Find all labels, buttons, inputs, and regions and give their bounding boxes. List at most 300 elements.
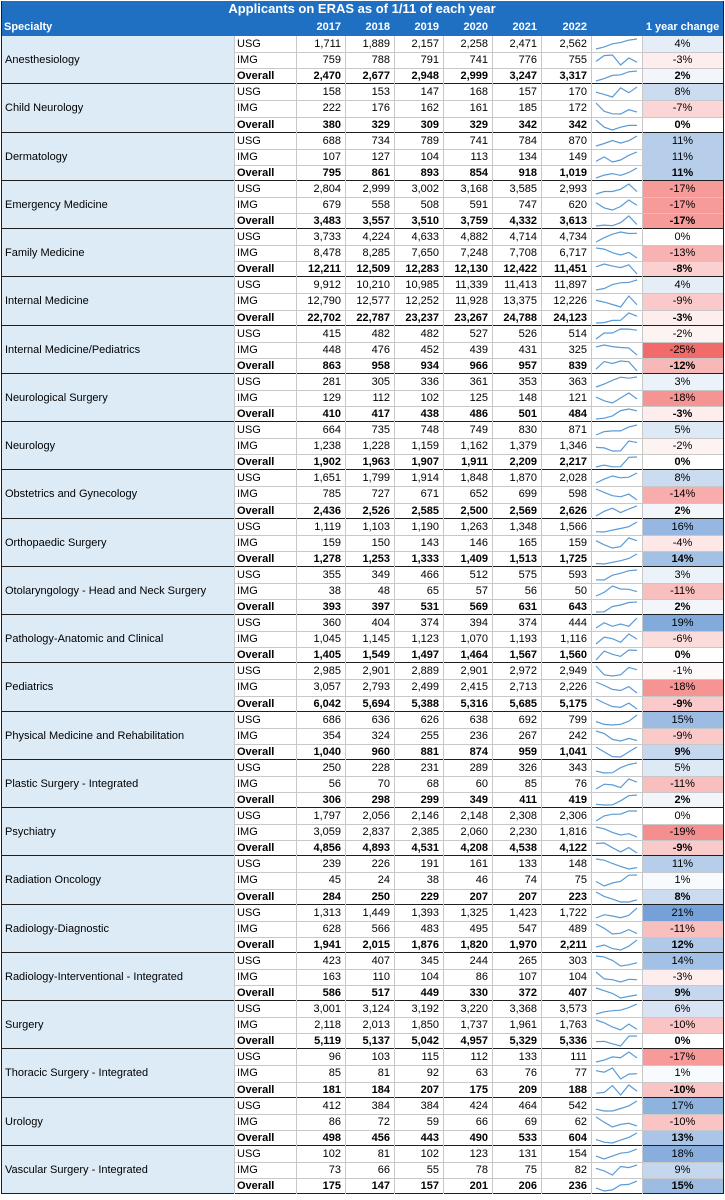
value-cell: 671 <box>420 488 439 500</box>
value-cell: 788 <box>371 54 390 66</box>
change-cell: 16% <box>642 519 723 535</box>
value-cell: 63 <box>475 1067 488 1079</box>
value-cell: 3,059 <box>313 826 341 838</box>
value-cell: 11,928 <box>455 295 488 307</box>
sparkline <box>591 1178 642 1194</box>
value-cell: 2,901 <box>460 665 488 677</box>
value-cell: 512 <box>469 569 488 581</box>
value-cell: 2,056 <box>362 810 390 822</box>
value-cell: 2,793 <box>362 681 390 693</box>
sparkline-series <box>596 136 637 146</box>
sparkline-series <box>596 956 637 966</box>
value-cell: 2,562 <box>559 38 587 50</box>
sparkline-series <box>596 184 637 194</box>
value-cell: 12,509 <box>356 263 390 275</box>
sparkline <box>591 374 642 390</box>
value-cell: 305 <box>371 376 390 388</box>
value-cell: 12,283 <box>405 263 439 275</box>
sparkline-series <box>596 103 637 114</box>
sparkline-series <box>596 843 637 853</box>
change-cell: -13% <box>642 245 723 261</box>
value-cell: 411 <box>519 794 537 806</box>
sparkline <box>591 905 642 921</box>
group-label: USG <box>237 38 261 50</box>
sparkline-series <box>596 908 637 918</box>
sparkline <box>591 776 642 792</box>
sparkline-series <box>596 280 637 290</box>
specialty-name: Neurology <box>1 422 234 470</box>
value-cell: 4,538 <box>509 842 537 854</box>
group-label: USG <box>237 1003 261 1015</box>
value-cell: 206 <box>518 1180 537 1192</box>
value-cell: 1,313 <box>313 907 341 919</box>
value-cell: 2,972 <box>509 665 537 677</box>
group-label: IMG <box>237 1116 258 1128</box>
value-cell: 2,471 <box>509 38 537 50</box>
sparkline <box>591 519 642 535</box>
column-header-trend <box>591 19 642 36</box>
value-cell: 1,159 <box>411 440 439 452</box>
sparkline-series <box>596 1068 637 1079</box>
sparkline <box>591 792 642 808</box>
value-cell: 3,001 <box>313 1003 341 1015</box>
value-cell: 74 <box>524 874 537 886</box>
specialty-name: Pediatrics <box>1 663 234 712</box>
row-divider <box>234 197 723 198</box>
group-label: Overall <box>237 746 275 758</box>
value-cell: 407 <box>568 987 587 999</box>
sparkline <box>591 438 642 454</box>
value-cell: 148 <box>568 858 587 870</box>
row-divider <box>234 599 723 600</box>
value-cell: 7,650 <box>411 247 439 259</box>
sparkline <box>591 197 642 213</box>
value-cell: 13,375 <box>503 295 537 307</box>
value-cell: 1,263 <box>460 521 488 533</box>
value-cell: 11,451 <box>553 263 587 275</box>
value-cell: 96 <box>328 1051 341 1063</box>
value-cell: 5,694 <box>362 698 390 710</box>
value-cell: 397 <box>371 601 390 613</box>
value-cell: 482 <box>420 328 439 340</box>
group-label: Overall <box>237 215 275 227</box>
value-cell: 157 <box>420 1180 439 1192</box>
value-cell: 586 <box>322 987 341 999</box>
value-cell: 226 <box>371 858 390 870</box>
change-cell: -19% <box>642 824 723 840</box>
group-label: IMG <box>237 488 258 500</box>
value-cell: 111 <box>570 1051 587 1063</box>
group-label: Overall <box>237 1084 275 1096</box>
row-divider <box>234 149 723 150</box>
change-cell: -11% <box>642 583 723 599</box>
sparkline-series <box>596 940 637 950</box>
specialty-name: Physical Medicine and Rehabilitation <box>1 712 234 760</box>
value-cell: 2,526 <box>362 505 390 517</box>
value-cell: 1,119 <box>314 521 341 533</box>
value-cell: 102 <box>420 392 439 404</box>
value-cell: 170 <box>568 86 587 98</box>
row-divider <box>234 1033 723 1034</box>
change-cell: 3% <box>642 374 723 390</box>
change-cell: -14% <box>642 486 723 503</box>
specialty-name: Radiology-Interventional - Integrated <box>1 953 234 1001</box>
value-cell: 2,949 <box>559 665 587 677</box>
value-cell: 159 <box>322 537 341 549</box>
sparkline <box>591 406 642 422</box>
value-cell: 127 <box>371 151 390 163</box>
value-cell: 306 <box>322 794 341 806</box>
sparkline <box>591 486 642 503</box>
sparkline-series <box>596 409 637 419</box>
value-cell: 542 <box>568 1100 587 1112</box>
value-cell: 207 <box>420 1084 439 1096</box>
value-cell: 201 <box>469 1180 488 1192</box>
value-cell: 60 <box>475 778 488 790</box>
group-label: Overall <box>237 1132 275 1144</box>
change-cell: -10% <box>642 1017 723 1033</box>
value-cell: 2,585 <box>411 505 439 517</box>
value-cell: 734 <box>371 135 390 147</box>
value-cell: 162 <box>420 102 439 114</box>
row-divider <box>234 535 723 536</box>
value-cell: 77 <box>574 1067 587 1079</box>
value-cell: 68 <box>426 778 439 790</box>
row-divider <box>234 342 723 343</box>
sparkline-series <box>596 55 637 65</box>
change-cell: -9% <box>642 696 723 712</box>
value-cell: 508 <box>420 199 439 211</box>
value-cell: 1,799 <box>362 472 390 484</box>
value-cell: 854 <box>469 167 488 179</box>
value-cell: 495 <box>469 923 488 935</box>
sparkline-series <box>596 264 637 274</box>
value-cell: 2,948 <box>411 70 439 82</box>
specialty-name: Urology <box>1 1098 234 1146</box>
value-cell: 231 <box>420 762 439 774</box>
value-cell: 2,148 <box>460 810 488 822</box>
value-cell: 1,816 <box>559 826 587 838</box>
value-cell: 2,999 <box>362 183 390 195</box>
group-label: IMG <box>237 874 258 886</box>
sparkline-series <box>596 1020 637 1030</box>
value-cell: 163 <box>322 971 341 983</box>
value-cell: 3,733 <box>313 231 341 243</box>
value-cell: 1,963 <box>362 456 390 468</box>
sparkline <box>591 647 642 663</box>
sparkline <box>591 36 642 52</box>
change-cell: 12% <box>642 937 723 953</box>
value-cell: 3,759 <box>460 215 488 227</box>
value-cell: 2,889 <box>411 665 439 677</box>
change-cell: -17% <box>642 1049 723 1065</box>
value-cell: 5,042 <box>411 1035 439 1047</box>
change-cell: 2% <box>642 599 723 615</box>
value-cell: 244 <box>469 955 488 967</box>
value-cell: 236 <box>469 730 488 742</box>
change-cell: 0% <box>642 647 723 663</box>
row-divider <box>234 776 723 777</box>
value-cell: 626 <box>420 714 439 726</box>
group-label: IMG <box>237 778 258 790</box>
row-divider <box>234 679 723 680</box>
value-cell: 46 <box>475 874 488 886</box>
value-cell: 692 <box>518 714 537 726</box>
change-cell: 13% <box>642 1130 723 1146</box>
value-cell: 2,226 <box>559 681 587 693</box>
sparkline-series <box>596 522 637 532</box>
value-cell: 417 <box>371 408 390 420</box>
value-cell: 874 <box>469 746 488 758</box>
sparkline <box>591 181 642 197</box>
sparkline-series <box>596 1117 637 1127</box>
value-cell: 222 <box>322 102 341 114</box>
value-cell: 133 <box>518 858 537 870</box>
value-cell: 104 <box>420 151 439 163</box>
change-cell: 0% <box>642 808 723 824</box>
value-cell: 330 <box>469 987 488 999</box>
change-cell: 14% <box>642 953 723 969</box>
value-cell: 157 <box>518 86 537 98</box>
column-header-2018: 2018 <box>345 19 394 36</box>
group-label: Overall <box>237 70 275 82</box>
value-cell: 1,019 <box>559 167 587 179</box>
group-label: USG <box>237 1051 261 1063</box>
sparkline-series <box>596 747 637 757</box>
value-cell: 56 <box>524 585 537 597</box>
row-divider <box>234 840 723 841</box>
value-cell: 747 <box>518 199 537 211</box>
change-cell: -18% <box>642 679 723 696</box>
value-cell: 456 <box>371 1132 390 1144</box>
value-cell: 489 <box>568 923 587 935</box>
change-cell: -17% <box>642 181 723 197</box>
value-cell: 363 <box>568 376 587 388</box>
sparkline-series <box>596 586 637 596</box>
value-cell: 8,478 <box>313 247 341 259</box>
value-cell: 76 <box>524 1067 537 1079</box>
sparkline <box>591 1033 642 1049</box>
value-cell: 4,957 <box>460 1035 488 1047</box>
value-cell: 1,902 <box>313 456 341 468</box>
value-cell: 5,137 <box>362 1035 390 1047</box>
value-cell: 839 <box>568 360 587 372</box>
specialty-name: Radiation Oncology <box>1 856 234 905</box>
value-cell: 66 <box>377 1164 390 1176</box>
value-cell: 229 <box>420 891 439 903</box>
change-cell: 2% <box>642 792 723 808</box>
value-cell: 161 <box>469 858 488 870</box>
value-cell: 4,531 <box>411 842 439 854</box>
value-cell: 24 <box>377 874 390 886</box>
value-cell: 184 <box>371 1084 390 1096</box>
sparkline-series <box>596 441 637 451</box>
value-cell: 12,577 <box>356 295 390 307</box>
value-cell: 107 <box>518 971 537 983</box>
specialty-name: Anesthesiology <box>1 36 234 84</box>
value-cell: 604 <box>568 1132 587 1144</box>
value-cell: 1,348 <box>509 521 537 533</box>
value-cell: 3,613 <box>559 215 587 227</box>
value-cell: 45 <box>328 874 341 886</box>
value-cell: 374 <box>518 617 537 629</box>
row-divider <box>234 406 723 407</box>
sparkline <box>591 117 642 133</box>
row-divider <box>234 792 723 793</box>
value-cell: 3,220 <box>460 1003 488 1015</box>
value-cell: 1,041 <box>559 746 587 758</box>
column-header-2019: 2019 <box>394 19 443 36</box>
group-label: USG <box>237 665 261 677</box>
value-cell: 112 <box>470 1051 488 1063</box>
value-cell: 636 <box>371 714 390 726</box>
sparkline <box>591 470 642 486</box>
value-cell: 255 <box>420 730 439 742</box>
value-cell: 1,405 <box>313 649 341 661</box>
value-cell: 575 <box>518 569 537 581</box>
sparkline-series <box>596 168 637 178</box>
value-cell: 918 <box>518 167 537 179</box>
value-cell: 265 <box>518 955 537 967</box>
value-cell: 374 <box>420 617 439 629</box>
sparkline <box>591 52 642 68</box>
value-cell: 2,230 <box>509 826 537 838</box>
sparkline <box>591 599 642 615</box>
group-label: IMG <box>237 151 258 163</box>
change-cell: 11% <box>642 133 723 149</box>
value-cell: 1,497 <box>411 649 439 661</box>
sparkline-series <box>596 87 637 97</box>
value-cell: 558 <box>371 199 390 211</box>
group-label: Overall <box>237 1180 275 1192</box>
value-cell: 239 <box>322 858 341 870</box>
sparkline-series <box>596 489 637 500</box>
value-cell: 4,633 <box>411 231 439 243</box>
change-cell: -9% <box>642 840 723 856</box>
sparkline-series <box>596 1004 637 1014</box>
value-cell: 4,893 <box>362 842 390 854</box>
value-cell: 5,336 <box>559 1035 587 1047</box>
sparkline-series <box>596 924 637 934</box>
row-divider <box>234 165 723 166</box>
specialty-name: Internal Medicine <box>1 277 234 326</box>
value-cell: 5,388 <box>411 698 439 710</box>
value-cell: 566 <box>371 923 390 935</box>
group-label: IMG <box>237 247 258 259</box>
value-cell: 154 <box>568 1148 587 1160</box>
group-label: IMG <box>237 1164 258 1176</box>
value-cell: 1,070 <box>460 633 488 645</box>
group-label: USG <box>237 279 261 291</box>
group-label: Overall <box>237 939 275 951</box>
sparkline <box>591 422 642 438</box>
value-cell: 102 <box>420 1148 439 1160</box>
value-cell: 517 <box>371 987 390 999</box>
sparkline <box>591 567 642 583</box>
value-cell: 12,422 <box>503 263 537 275</box>
column-divider <box>345 36 346 1194</box>
value-cell: 207 <box>469 891 488 903</box>
value-cell: 50 <box>574 585 587 597</box>
value-cell: 110 <box>372 971 390 983</box>
group-label: USG <box>237 328 261 340</box>
value-cell: 531 <box>420 601 439 613</box>
value-cell: 527 <box>469 328 488 340</box>
value-cell: 1,238 <box>313 440 341 452</box>
value-cell: 755 <box>568 54 587 66</box>
value-cell: 24,123 <box>553 312 587 324</box>
group-label: USG <box>237 810 261 822</box>
value-cell: 2,901 <box>362 665 390 677</box>
group-label: USG <box>237 183 261 195</box>
sparkline-series <box>596 1149 637 1159</box>
sparkline-series <box>596 232 637 242</box>
value-cell: 1,722 <box>559 907 587 919</box>
sparkline <box>591 1082 642 1098</box>
change-cell: 8% <box>642 470 723 486</box>
value-cell: 175 <box>469 1084 488 1096</box>
value-cell: 2,569 <box>509 505 537 517</box>
sparkline <box>591 1065 642 1082</box>
value-cell: 3,483 <box>313 215 341 227</box>
value-cell: 22,702 <box>307 312 341 324</box>
value-cell: 86 <box>328 1116 341 1128</box>
row-divider <box>234 551 723 552</box>
value-cell: 2,713 <box>509 681 537 693</box>
change-cell: -2% <box>642 438 723 454</box>
sparkline <box>591 889 642 905</box>
value-cell: 5,119 <box>314 1035 341 1047</box>
value-cell: 2,500 <box>460 505 488 517</box>
value-cell: 1,193 <box>509 633 537 645</box>
row-divider <box>234 1114 723 1115</box>
change-cell: -17% <box>642 213 723 229</box>
value-cell: 1,045 <box>313 633 341 645</box>
value-cell: 569 <box>469 601 488 613</box>
value-cell: 104 <box>420 971 439 983</box>
specialty-name: Thoracic Surgery - Integrated <box>1 1049 234 1098</box>
value-cell: 483 <box>420 923 439 935</box>
sparkline-series <box>596 1181 637 1191</box>
group-label: Overall <box>237 553 275 565</box>
value-cell: 158 <box>322 86 341 98</box>
value-cell: 12,211 <box>307 263 341 275</box>
sparkline <box>591 1114 642 1130</box>
value-cell: 439 <box>469 344 488 356</box>
group-label: Overall <box>237 794 275 806</box>
column-header-group <box>234 19 296 36</box>
value-cell: 23,237 <box>405 312 439 324</box>
value-cell: 1,278 <box>313 553 341 565</box>
value-cell: 4,122 <box>559 842 587 854</box>
group-label: IMG <box>237 440 258 452</box>
column-divider <box>296 36 297 1194</box>
change-cell: -3% <box>642 969 723 985</box>
group-label: USG <box>237 907 261 919</box>
value-cell: 4,714 <box>509 231 537 243</box>
sparkline-series <box>596 313 637 323</box>
value-cell: 2,985 <box>313 665 341 677</box>
value-cell: 5,685 <box>509 698 537 710</box>
sparkline-series <box>596 1085 637 1095</box>
value-cell: 55 <box>426 1164 439 1176</box>
sparkline-series <box>596 634 637 644</box>
row-divider <box>234 390 723 391</box>
group-label: Overall <box>237 842 275 854</box>
value-cell: 115 <box>421 1051 439 1063</box>
row-divider <box>234 100 723 101</box>
value-cell: 48 <box>377 585 390 597</box>
